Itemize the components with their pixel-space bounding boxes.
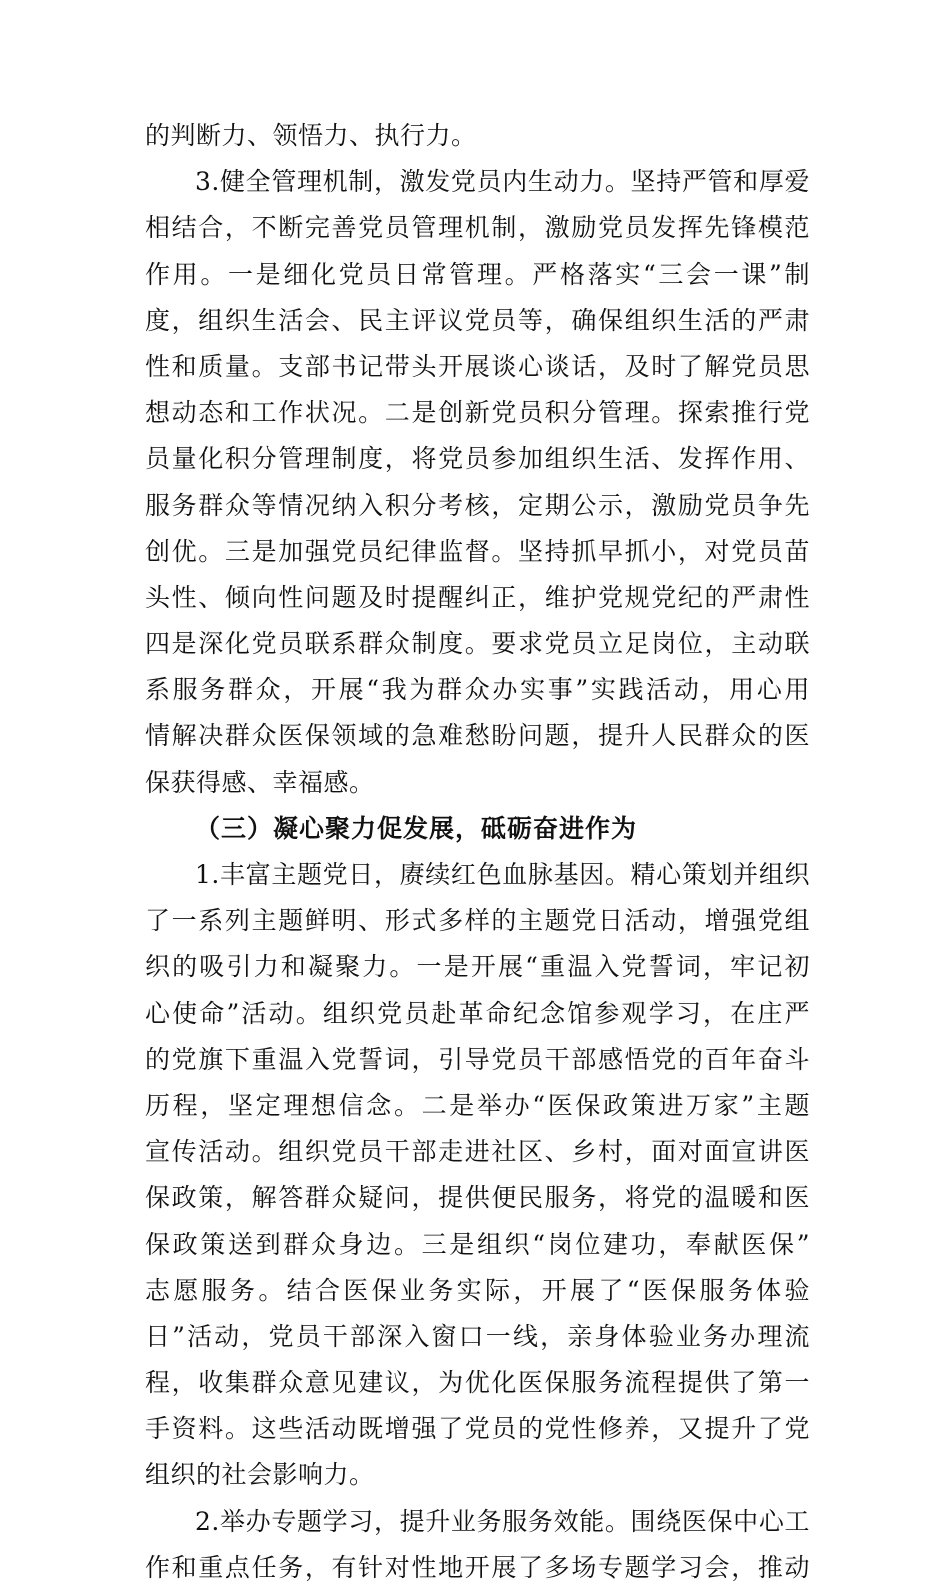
text-line: 员量化积分管理制度，将党员参加组织生活、发挥作用、	[145, 444, 810, 474]
text-line: 情解决群众医保领域的急难愁盼问题，提升人民群众的医	[145, 721, 810, 751]
text-line: 志愿服务。结合医保业务实际，开展了“医保服务体验	[145, 1275, 810, 1305]
text-line: 手资料。这些活动既增强了党员的党性修养，又提升了党	[145, 1414, 810, 1444]
text-line: 服务群众等情况纳入积分考核，定期公示，激励党员争先	[145, 490, 810, 520]
text-line: 历程，坚定理想信念。二是举办“医保政策进万家”主题	[145, 1090, 810, 1120]
text-line: 作和重点任务，有针对性地开展了多场专题学习会，推动	[145, 1552, 810, 1582]
text-line: 程，收集群众意见建议，为优化医保服务流程提供了第一	[145, 1368, 810, 1398]
text-line: 作用。一是细化党员日常管理。严格落实“三会一课”制	[145, 259, 810, 289]
text-line: 织的吸引力和凝聚力。一是开展“重温入党誓词，牢记初	[145, 952, 810, 982]
text-line: 性和质量。支部书记带头开展谈心谈话，及时了解党员思	[145, 351, 810, 381]
text-line: 了一系列主题鲜明、形式多样的主题党日活动，增强党组	[145, 906, 810, 936]
body-text	[145, 113, 810, 1591]
paragraph-start-line: 3.健全管理机制，激发党员内生动力。坚持严管和厚爱	[195, 167, 810, 197]
text-line: 的判断力、领悟力、执行力。	[145, 121, 477, 150]
text-line: 保政策，解答群众疑问，提供便民服务，将党的温暖和医	[145, 1183, 810, 1213]
text-line: 组织的社会影响力。	[145, 1460, 375, 1490]
text-line: 心使命”活动。组织党员赴革命纪念馆参观学习，在庄严	[145, 998, 810, 1028]
text-line: 保政策送到群众身边。三是组织“岗位建功，奉献医保”	[145, 1229, 810, 1259]
text-line: 度，组织生活会、民主评议党员等，确保组织生活的严肃	[145, 305, 810, 335]
text-line: 系服务群众，开展“我为群众办实事”实践活动，用心用	[145, 675, 810, 705]
text-line: 四是深化党员联系群众制度。要求党员立足岗位，主动联	[145, 629, 810, 659]
paragraph-start-line: 2.举办专题学习，提升业务服务效能。围绕医保中心工	[195, 1506, 810, 1536]
paragraph-start-line: 1.丰富主题党日，赓续红色血脉基因。精心策划并组织	[195, 860, 810, 889]
text-line: 保获得感、幸福感。	[145, 767, 375, 797]
text-line: 的党旗下重温入党誓词，引导党员干部感悟党的百年奋斗	[145, 1044, 810, 1074]
text-line: 宣传活动。组织党员干部走进社区、乡村，面对面宣讲医	[145, 1137, 810, 1167]
section-heading: （三）凝心聚力促发展，砥砺奋进作为	[195, 813, 638, 843]
text-line: 相结合，不断完善党员管理机制，激励党员发挥先锋模范	[145, 213, 810, 243]
text-line: 想动态和工作状况。二是创新党员积分管理。探索推行党	[145, 398, 810, 428]
text-line: 创优。三是加强党员纪律监督。坚持抓早抓小，对党员苗	[145, 536, 810, 566]
text-line: 头性、倾向性问题及时提醒纠正，维护党规党纪的严肃性	[145, 582, 810, 612]
text-line: 日”活动，党员干部深入窗口一线，亲身体验业务办理流	[145, 1321, 810, 1351]
